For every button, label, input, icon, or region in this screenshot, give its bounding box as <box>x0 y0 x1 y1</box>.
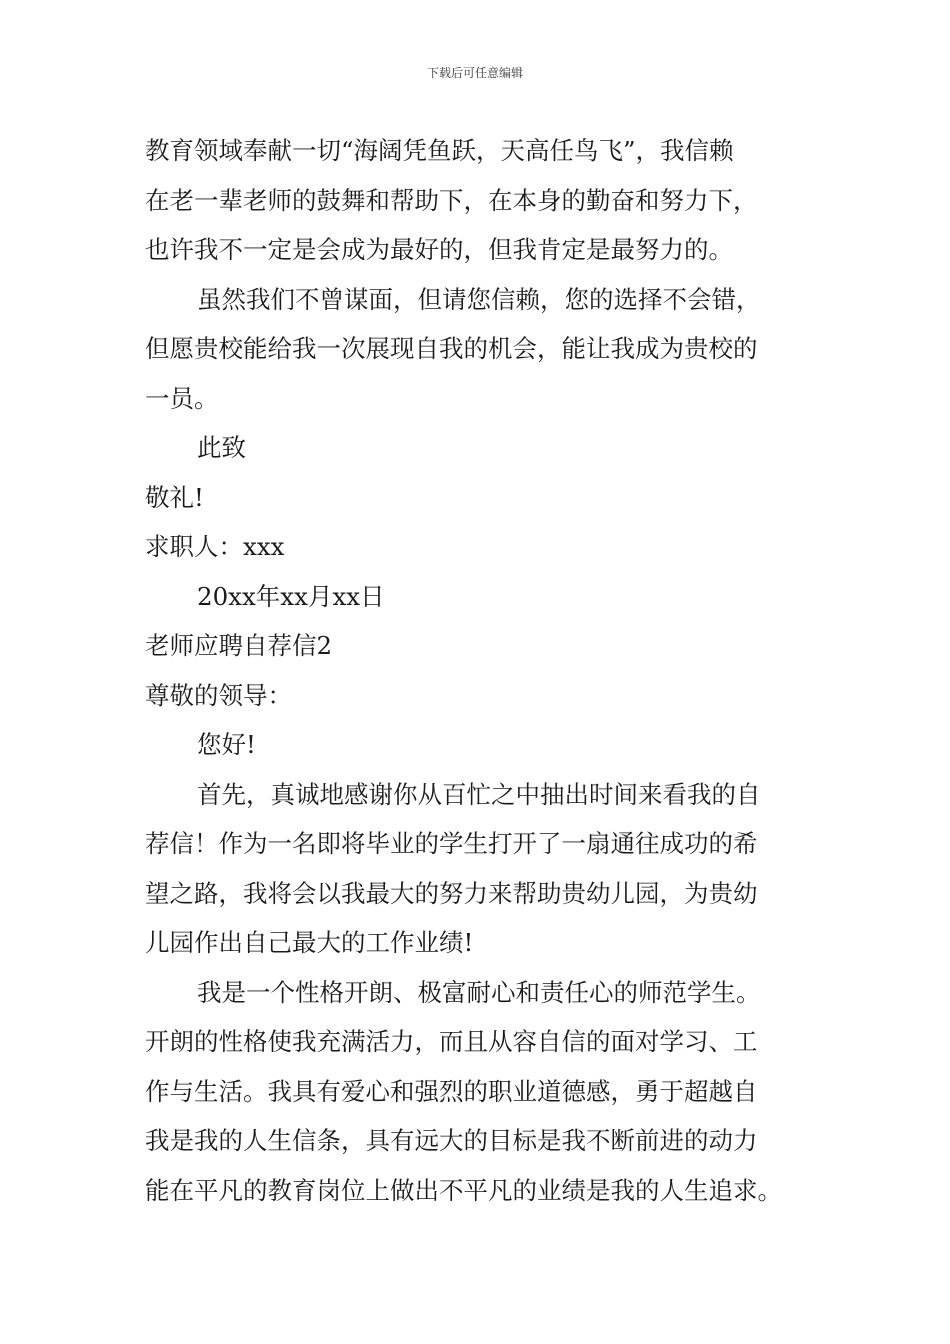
text-line: 荐信！作为一名即将毕业的学生打开了一扇通往成功的希 <box>145 829 758 858</box>
text-line: 也许我不一定是会成为最好的，但我肯定是最努力的。 <box>145 235 733 264</box>
text-line: 首先，真诚地感谢你从百忙之中抽出时间来看我的自 <box>197 779 761 809</box>
document-body <box>145 126 807 1215</box>
page-header: 下载后可任意编辑 <box>426 66 523 80</box>
text-line: 开朗的性格使我充满活力，而且从容自信的面对学习、工 <box>145 1027 758 1056</box>
greeting: 您好! <box>197 730 256 759</box>
text-line: 我是一个性格开朗、极富耐心和责任心的师范学生。 <box>197 977 761 1007</box>
closing-salutation: 此致 <box>197 433 246 462</box>
letter-date: 20xx年xx月xx日 <box>197 581 385 611</box>
text-line: 一员。 <box>145 383 219 413</box>
text-line: 在老一辈老师的鼓舞和帮助下，在本身的勤奋和努力下， <box>145 185 758 215</box>
text-line: 儿园作出自己最大的工作业绩! <box>145 928 474 957</box>
text-line: 能在平凡的教育岗位上做出不平凡的业绩是我的人生追求。 <box>145 1175 782 1205</box>
applicant-signature: 求职人：xxx <box>145 532 285 561</box>
closing-regards: 敬礼! <box>145 482 204 512</box>
text-line: 教育领域奉献一切“海阔凭鱼跃，天高任鸟飞”，我信赖 <box>145 136 734 165</box>
section-title: 老师应聘自荐信2 <box>145 631 333 660</box>
text-line: 我是我的人生信条，具有远大的目标是我不断前进的动力 <box>145 1126 758 1155</box>
text-line: 作与生活。我具有爱心和强烈的职业道德感，勇于超越自 <box>145 1076 758 1106</box>
letter-addressee: 尊敬的领导： <box>145 680 292 710</box>
text-line: 望之路，我将会以我最大的努力来帮助贵幼儿园，为贵幼 <box>145 878 758 908</box>
text-line: 但愿贵校能给我一次展现自我的机会，能让我成为贵校的 <box>145 334 758 363</box>
text-line: 虽然我们不曾谋面，但请您信赖，您的选择不会错， <box>197 284 761 314</box>
